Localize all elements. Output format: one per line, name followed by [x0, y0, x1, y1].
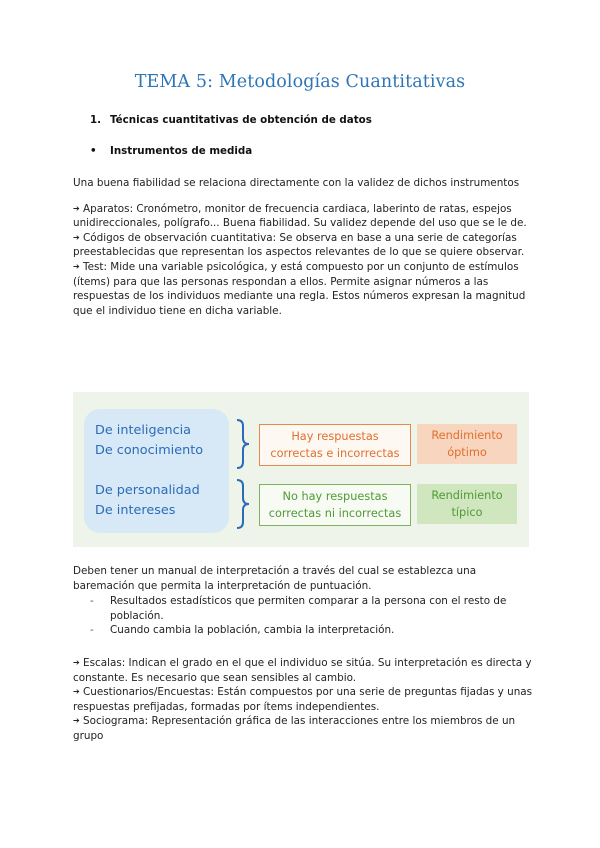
- list-item: [73, 260, 535, 318]
- item-text: Escalas: Indican el grado en el que el individuo se sitúa. Su interpretación es directa y constante. Es necesario que sean sensibles al cambio.: [73, 657, 532, 684]
- list-item: [73, 714, 535, 743]
- arrow-icon: ➔: [73, 232, 80, 242]
- manual-block: [73, 564, 535, 593]
- performance-box-1: [417, 424, 517, 464]
- test-type-label: De conocimiento: [95, 443, 204, 458]
- list-item: - Resultados estadísticos que permiten comparar a la persona con el resto de población.: [90, 595, 507, 622]
- list-item: [73, 685, 535, 714]
- intro-text: Una buena fiabilidad se relaciona directamente con la validez de dichos instrumentos: [73, 177, 520, 189]
- arrow-icon: ➔: [73, 261, 80, 271]
- item-text: Aparatos: Cronómetro, monitor de frecuencia cardiaca, laberinto de ratas, espejos unidireccionales, polígrafo... Buena fiabilidad. Su validez depende del uso que se le de.: [73, 202, 527, 230]
- dash-list: [90, 594, 535, 638]
- intro-block: [73, 176, 535, 318]
- item-text: Resultados estadísticos que permiten comparar a la persona con el resto de población.: [110, 595, 507, 622]
- item-text: Cuando cambia la población, cambia la interpretación.: [110, 624, 395, 637]
- performance-box-2: [417, 484, 517, 524]
- test-group-1: [95, 421, 203, 461]
- brace-icon: [233, 478, 253, 530]
- section-label: Técnicas cuantitativas de obtención de datos: [110, 114, 372, 126]
- result-line: típico: [451, 506, 483, 519]
- item-text: Códigos de observación cuantitativa: Se observa en base a una serie de categorías preestablecidas que representan los aspectos relevantes de lo que se quiere observar.: [73, 231, 525, 259]
- list-item: [73, 202, 535, 231]
- result-line: Rendimiento: [431, 489, 503, 502]
- list-item: [73, 231, 535, 260]
- item-text: Sociograma: Representación gráfica de las interacciones entre los miembros de un grupo: [73, 715, 516, 742]
- test-type-label: De intereses: [95, 503, 176, 518]
- list-item: - Cuando cambia la población, cambia la interpretación.: [90, 624, 395, 637]
- item-text: Test: Mide una variable psicológica, y está compuesto por un conjunto de estímulos (ítems) para que las personas respondan a ellos. Permite asignar números a las respuestas de los individuos mediante una regla. Estos números expresan la magnitud que el individuo tiene en dicha variable.: [73, 260, 526, 317]
- box-line: No hay respuestas: [282, 490, 388, 503]
- box-line: correctas e incorrectas: [270, 447, 400, 460]
- section-label: Instrumentos de medida: [110, 145, 253, 157]
- test-type-label: De inteligencia: [95, 423, 192, 438]
- result-line: óptimo: [447, 446, 487, 459]
- list-item: [73, 656, 535, 685]
- answer-type-box-2: [259, 484, 411, 526]
- answer-type-box-1: [259, 424, 411, 466]
- test-types-figure: [73, 392, 529, 547]
- box-line: correctas ni incorrectas: [268, 507, 402, 520]
- test-group-2: [95, 481, 200, 521]
- bullet-marker: •: [90, 145, 97, 157]
- box-line: Hay respuestas: [291, 430, 379, 443]
- bottom-block: [73, 656, 535, 744]
- arrow-icon: ➔: [73, 203, 80, 213]
- brace-icon: [233, 418, 253, 470]
- page-title: TEMA 5: Metodologías Cuantitativas: [134, 72, 466, 92]
- arrow-icon: ➔: [73, 658, 80, 667]
- section-number: 1.: [90, 114, 102, 126]
- result-line: Rendimiento: [431, 429, 503, 442]
- test-type-label: De personalidad: [95, 483, 200, 498]
- manual-text: Deben tener un manual de interpretación a través del cual se establezca una baremación que permita la interpretación de puntuación.: [73, 565, 477, 592]
- arrow-icon: ➔: [73, 687, 80, 697]
- item-text: Cuestionarios/Encuestas: Están compuestos por una serie de preguntas fijadas y unas respuestas prefijadas, formadas por ítems independientes.: [73, 686, 533, 713]
- arrow-icon: ➔: [73, 716, 80, 726]
